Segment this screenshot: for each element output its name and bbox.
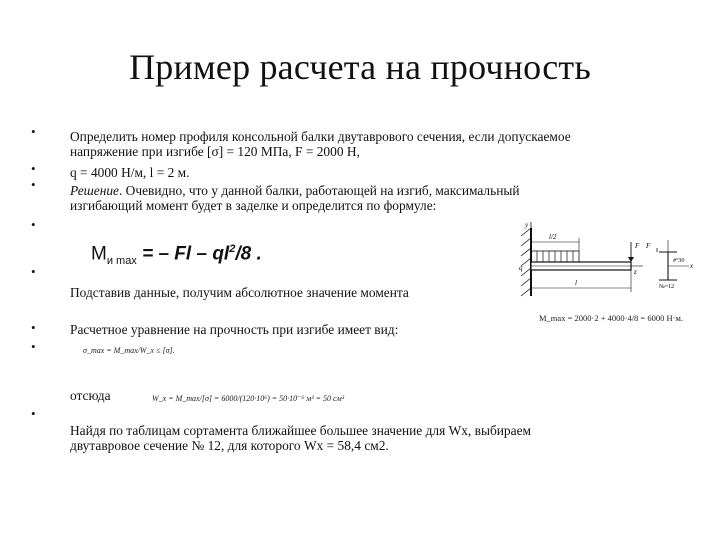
moment-formula: $M_{и max}$ = – Fl – $ql^2/8$ .	[91, 243, 262, 268]
label-x: x	[690, 262, 694, 270]
moment-value: M_max = 2000·2 + 4000·4/8 = 6000 Н·м.	[539, 313, 683, 323]
beam-diagram	[513, 218, 703, 313]
bullet-8	[31, 410, 39, 418]
label-F2: F	[646, 242, 651, 250]
label-number: №=12	[659, 284, 675, 290]
label-y: y	[525, 221, 529, 229]
label-z: z	[634, 268, 637, 276]
bullet-2	[31, 165, 39, 173]
bullet-7	[31, 343, 39, 351]
label-F1: F	[635, 242, 640, 250]
problem-line-1: Определить номер профиля консольной балки двутаврового сечения, если допускаемое	[70, 129, 571, 144]
slide-title: Пример расчета на прочность	[129, 47, 591, 87]
bullet-6	[31, 324, 39, 332]
label-l: l	[575, 279, 577, 287]
solution-line-2: изгибающий момент будет в заделке и определится по формуле:	[70, 198, 437, 213]
solution-paragraph	[70, 183, 520, 213]
label-q: q	[519, 264, 523, 272]
strength-equation-text: Расчетное уравнение на прочность при изгибе имеет вид:	[70, 322, 399, 337]
solution-line-1: . Очевидно, что у данной балки, работающей на изгиб, максимальный	[118, 183, 520, 198]
conclusion-line-1: Найдя по таблицам сортамента ближайшее большее значение для Wx, выбираем	[70, 423, 531, 438]
strength-formula: σ_max = M_max/W_x ≤ [σ].	[83, 346, 175, 355]
solution-lead: Решение	[70, 183, 119, 198]
problem-line-2: напряжение при изгибе [σ] = 120 МПа, F = 2000 Н,	[70, 144, 360, 159]
given-values: q = 4000 Н/м, l = 2 м.	[70, 165, 190, 180]
wx-formula: W_x = M_max/[σ] = 6000/(120·10⁶) = 50·10⁻⁶ м³ = 50 см³	[152, 394, 345, 403]
bullet-4	[31, 221, 39, 229]
substitution-text: Подставив данные, получим абсолютное значение момента	[70, 285, 409, 300]
conclusion-line-2: двутавровое сечение № 12, для которого Wx = 58,4 см2.	[70, 438, 389, 453]
bullet-1	[31, 128, 39, 136]
problem-statement	[70, 129, 571, 159]
bullet-5	[31, 268, 39, 276]
conclusion-text	[70, 423, 531, 453]
label-half-l: l/2	[549, 233, 557, 241]
label-section: #°30	[673, 258, 685, 264]
bullet-3	[31, 181, 39, 189]
hence-text: отсюда	[70, 388, 111, 403]
